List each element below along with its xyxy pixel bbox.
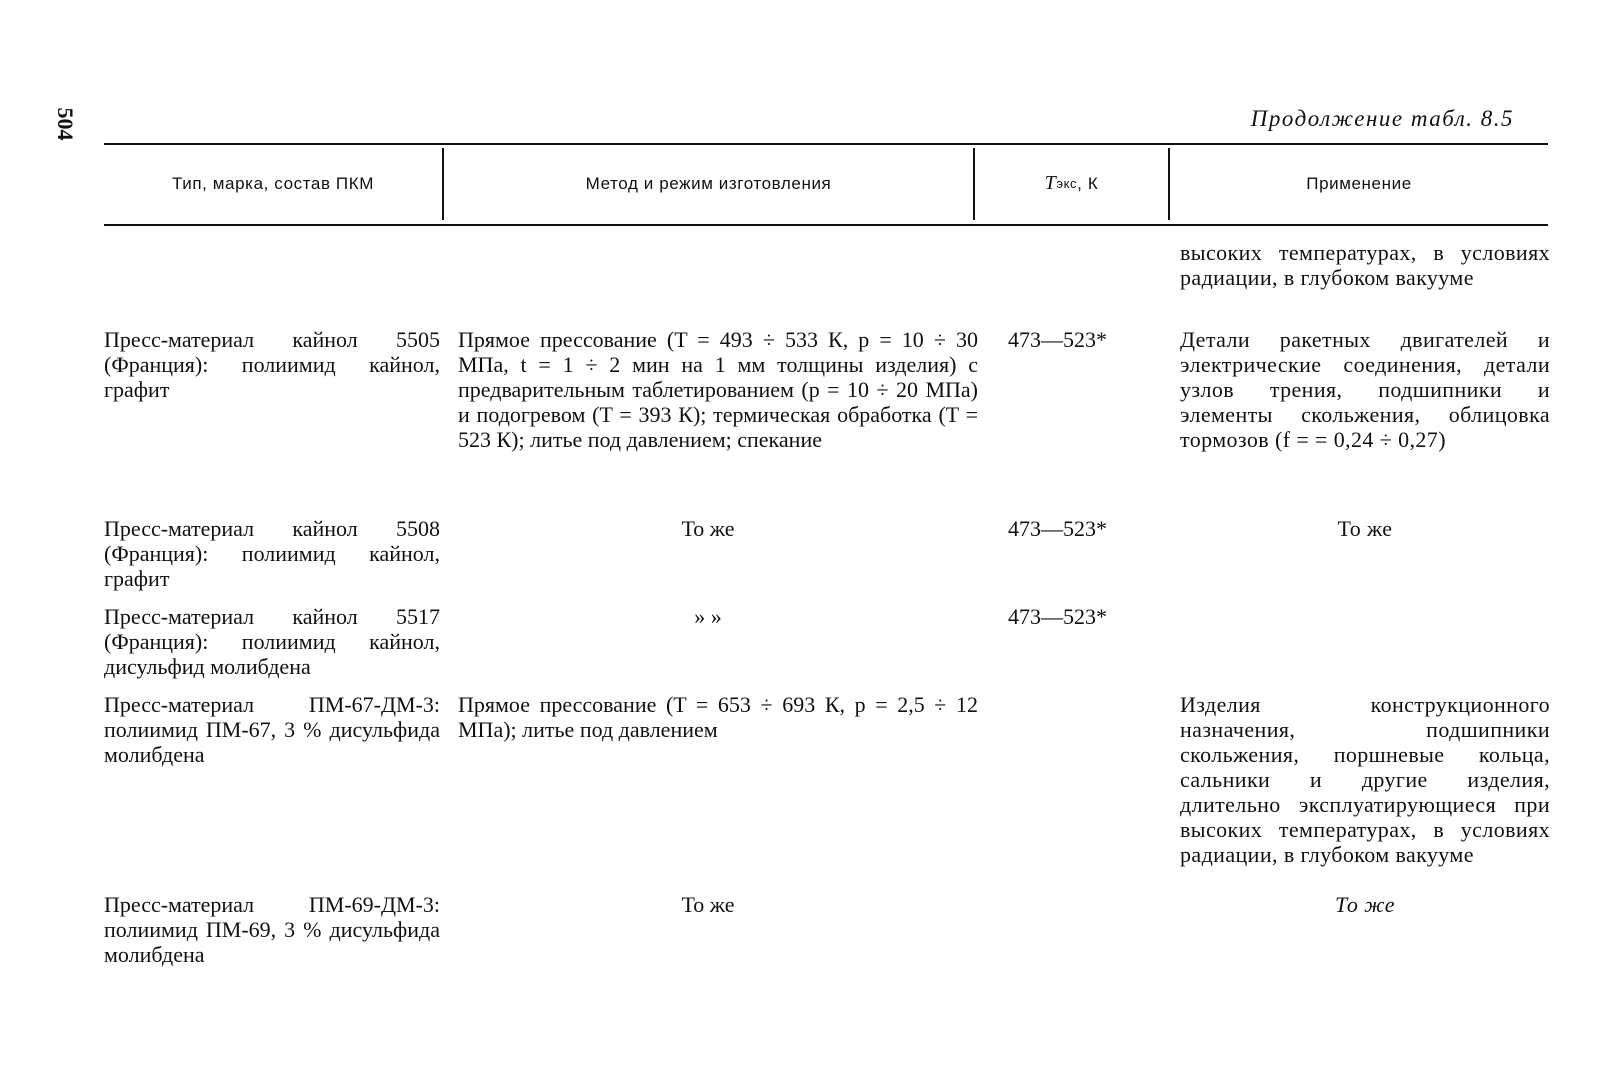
table-row-2-method: То же [681,516,735,541]
header-method: Метод и режим изготовления [585,173,832,193]
table-row-5-material: Пресс-материал ПМ-69-ДМ-3: полиимид ПМ-69, 3 % дисульфида молибдена [104,892,440,967]
table-row-3-temperature: 473—523* [1008,604,1107,629]
table-row-3-method: » » [694,604,722,629]
header-temperature [975,147,1168,220]
table-row-4-application: Изделия конструкционного назначения, подшипники скольжения, поршневые кольца, сальники и другие изделия, длительно эксплуатирующиеся при высоких температурах, в условиях радиации, в глубоком вакууме [1180,692,1550,867]
table-row-0-application: высоких температурах, в условиях радиации, в глубоком вакууме [1180,240,1550,290]
table-row-2-application: То же [1337,516,1393,541]
table-row-5-application: То же [1335,892,1395,917]
table-header [104,147,1548,220]
table-row-1-method: Прямое прессование (T = 493 ÷ 533 К, p = 10 ÷ 30 МПа, t = 1 ÷ 2 мин на 1 мм толщины изделия) с предварительным таблетированием (p = 10 ÷ 20 МПа) и подогревом (T = 393 К); термическая обработка (T = 523 К); литье под давлением; спекание [458,327,978,452]
table-row-2-material: Пресс-материал кайнол 5508 (Франция): полиимид кайнол, графит [104,516,440,591]
table-row-1-material: Пресс-материал кайнол 5505 (Франция): полиимид кайнол, графит [104,327,440,402]
table-row-2-temperature: 473—523* [1008,516,1107,541]
table-row-4-method: Прямое прессование (T = 653 ÷ 693 К, p = 2,5 ÷ 12 МПа); литье под давлением [458,692,978,742]
table-continuation-label: Продолжение табл. 8.5 [1250,106,1514,131]
header-temperature-symbol: T [1044,172,1057,194]
header-temperature-subscript: экс [1056,176,1078,191]
header-application: Применение [1306,173,1412,193]
page-number: 504 [53,107,78,141]
header-temperature-unit: , К [1077,173,1099,193]
table-top-rule [104,143,1548,145]
table-row-5-method: То же [681,892,735,917]
table-row-1-temperature: 473—523* [1008,327,1107,352]
table-row-1-application: Детали ракетных двигателей и электрические соединения, детали узлов трения, подшипники и элементы скольжения, облицовка тормозов (f = = 0,24 ÷ 0,27) [1180,327,1550,452]
table-row-3-material: Пресс-материал кайнол 5517 (Франция): полиимид кайнол, дисульфид молибдена [104,604,440,679]
header-material: Тип, марка, состав ПКМ [171,173,375,193]
table-header-rule [104,224,1548,226]
table-row-4-material: Пресс-материал ПМ-67-ДМ-3: полиимид ПМ-67, 3 % дисульфида молибдена [104,692,440,767]
